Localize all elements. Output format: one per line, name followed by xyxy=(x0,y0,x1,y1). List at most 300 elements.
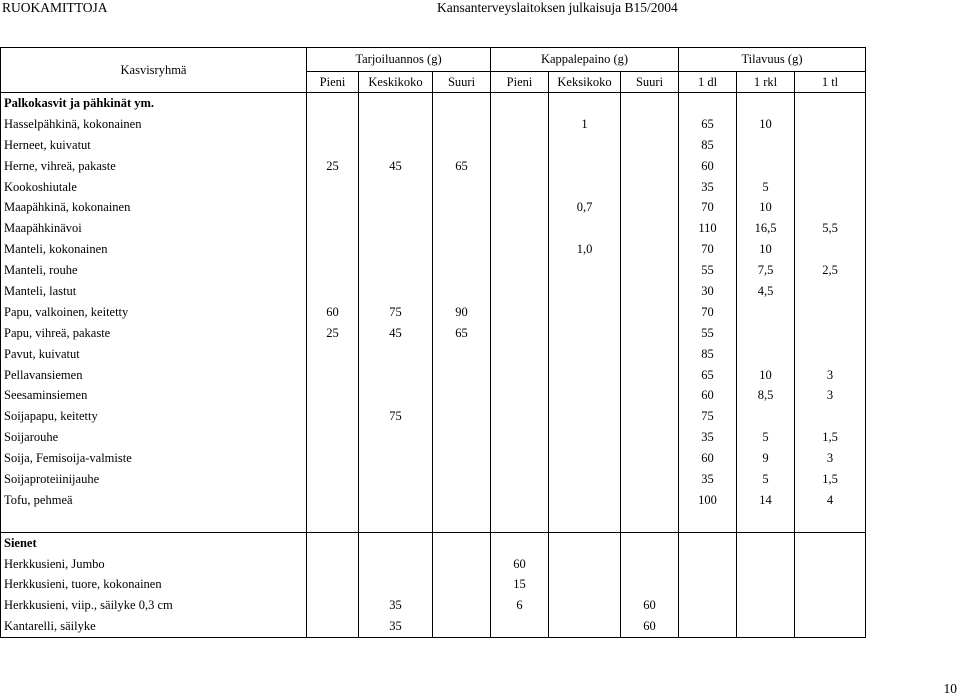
value-cell xyxy=(549,469,621,490)
table-row xyxy=(1,595,866,616)
value-cell xyxy=(621,135,679,156)
value-cell xyxy=(491,114,549,135)
value-cell xyxy=(307,448,359,469)
value-cell xyxy=(737,344,795,365)
value-cell xyxy=(491,448,549,469)
value-cell xyxy=(491,490,549,511)
value-cell xyxy=(549,218,621,239)
value-cell xyxy=(491,218,549,239)
empty-cell xyxy=(795,511,866,532)
value-cell xyxy=(491,156,549,177)
value-cell xyxy=(737,595,795,616)
table-row xyxy=(1,406,866,427)
empty-cell xyxy=(359,93,433,114)
value-cell xyxy=(549,260,621,281)
value-cell: 1,0 xyxy=(549,239,621,260)
empty-cell xyxy=(737,93,795,114)
value-cell xyxy=(433,595,491,616)
value-cell xyxy=(307,616,359,637)
empty-cell xyxy=(433,532,491,553)
value-cell xyxy=(621,365,679,386)
value-cell xyxy=(359,385,433,406)
table-row xyxy=(1,197,866,218)
value-cell xyxy=(491,365,549,386)
sub-column-header: Pieni xyxy=(491,72,549,93)
value-cell xyxy=(549,406,621,427)
value-cell xyxy=(795,239,866,260)
value-cell xyxy=(359,490,433,511)
empty-cell xyxy=(491,532,549,553)
table-row xyxy=(1,574,866,595)
food-name: Hasselpähkinä, kokonainen xyxy=(1,114,307,135)
food-name: Maapähkinävoi xyxy=(1,218,307,239)
empty-cell xyxy=(433,511,491,532)
value-cell xyxy=(359,365,433,386)
empty-cell xyxy=(621,511,679,532)
value-cell xyxy=(737,302,795,323)
value-cell xyxy=(737,406,795,427)
table-row xyxy=(1,344,866,365)
value-cell xyxy=(621,239,679,260)
food-name: Manteli, rouhe xyxy=(1,260,307,281)
value-cell xyxy=(307,574,359,595)
empty-cell xyxy=(549,532,621,553)
value-cell xyxy=(737,554,795,575)
header-title-left: RUOKAMITTOJA xyxy=(2,0,108,15)
table-row xyxy=(1,281,866,302)
value-cell: 65 xyxy=(433,323,491,344)
empty-cell xyxy=(679,511,737,532)
value-cell: 65 xyxy=(679,114,737,135)
empty-cell xyxy=(795,532,866,553)
value-cell xyxy=(433,490,491,511)
value-cell: 60 xyxy=(621,616,679,637)
value-cell xyxy=(359,114,433,135)
value-cell: 60 xyxy=(679,385,737,406)
value-cell xyxy=(307,595,359,616)
value-cell xyxy=(621,406,679,427)
value-cell xyxy=(359,574,433,595)
value-cell: 70 xyxy=(679,302,737,323)
value-cell: 5,5 xyxy=(795,218,866,239)
value-cell: 60 xyxy=(679,156,737,177)
table-body xyxy=(1,93,866,638)
value-cell xyxy=(795,197,866,218)
food-name: Manteli, lastut xyxy=(1,281,307,302)
empty-cell xyxy=(1,511,307,532)
value-cell xyxy=(433,469,491,490)
value-cell: 5 xyxy=(737,469,795,490)
value-cell: 65 xyxy=(433,156,491,177)
value-cell xyxy=(433,385,491,406)
value-cell xyxy=(433,239,491,260)
value-cell: 15 xyxy=(491,574,549,595)
value-cell xyxy=(491,302,549,323)
value-cell xyxy=(433,197,491,218)
sub-column-header: Keksikoko xyxy=(549,72,621,93)
value-cell xyxy=(621,385,679,406)
value-cell xyxy=(491,197,549,218)
value-cell: 10 xyxy=(737,239,795,260)
table-row xyxy=(1,135,866,156)
value-cell xyxy=(795,302,866,323)
value-cell xyxy=(549,595,621,616)
value-cell: 35 xyxy=(359,595,433,616)
value-cell xyxy=(491,281,549,302)
table-row xyxy=(1,490,866,511)
food-name: Papu, valkoinen, keitetty xyxy=(1,302,307,323)
section-title: Palkokasvit ja pähkinät ym. xyxy=(1,93,307,114)
value-cell xyxy=(549,323,621,344)
value-cell: 110 xyxy=(679,218,737,239)
value-cell xyxy=(491,260,549,281)
value-cell xyxy=(433,218,491,239)
value-cell: 4,5 xyxy=(737,281,795,302)
value-cell xyxy=(433,281,491,302)
value-cell: 70 xyxy=(679,197,737,218)
value-cell xyxy=(491,177,549,198)
value-cell: 100 xyxy=(679,490,737,511)
value-cell: 60 xyxy=(679,448,737,469)
food-name: Manteli, kokonainen xyxy=(1,239,307,260)
value-cell xyxy=(433,177,491,198)
value-cell xyxy=(679,595,737,616)
value-cell xyxy=(307,177,359,198)
value-cell xyxy=(549,385,621,406)
table-row xyxy=(1,260,866,281)
value-cell xyxy=(549,344,621,365)
value-cell xyxy=(621,281,679,302)
value-cell xyxy=(359,239,433,260)
value-cell xyxy=(795,554,866,575)
value-cell xyxy=(621,574,679,595)
value-cell xyxy=(433,574,491,595)
food-name: Kookoshiutale xyxy=(1,177,307,198)
value-cell xyxy=(621,156,679,177)
value-cell: 55 xyxy=(679,260,737,281)
value-cell: 1,5 xyxy=(795,469,866,490)
food-name: Papu, vihreä, pakaste xyxy=(1,323,307,344)
food-name: Herkkusieni, viip., säilyke 0,3 cm xyxy=(1,595,307,616)
table-row xyxy=(1,385,866,406)
food-name: Soijarouhe xyxy=(1,427,307,448)
table-row xyxy=(1,302,866,323)
page-header xyxy=(0,0,959,20)
value-cell xyxy=(433,344,491,365)
sub-column-header: Suuri xyxy=(433,72,491,93)
value-cell: 5 xyxy=(737,427,795,448)
value-cell xyxy=(795,281,866,302)
value-cell: 2,5 xyxy=(795,260,866,281)
value-cell xyxy=(549,177,621,198)
value-cell xyxy=(679,554,737,575)
value-cell xyxy=(621,490,679,511)
value-cell: 14 xyxy=(737,490,795,511)
food-name: Kantarelli, säilyke xyxy=(1,616,307,637)
sub-column-header: Keskikoko xyxy=(359,72,433,93)
value-cell: 0,7 xyxy=(549,197,621,218)
value-cell xyxy=(491,323,549,344)
empty-cell xyxy=(549,511,621,532)
value-cell xyxy=(795,595,866,616)
value-cell xyxy=(307,344,359,365)
empty-cell xyxy=(433,93,491,114)
value-cell xyxy=(359,177,433,198)
value-cell xyxy=(549,574,621,595)
value-cell xyxy=(359,554,433,575)
value-cell xyxy=(549,365,621,386)
group-header: Kasvisryhmä xyxy=(1,48,307,93)
value-cell xyxy=(795,616,866,637)
value-cell: 70 xyxy=(679,239,737,260)
column-group-serving: Tarjoiluannos (g) xyxy=(307,48,491,72)
value-cell xyxy=(433,554,491,575)
value-cell xyxy=(621,448,679,469)
page-number: 10 xyxy=(943,681,957,696)
food-name: Soijapapu, keitetty xyxy=(1,406,307,427)
value-cell xyxy=(307,385,359,406)
food-name: Herneet, kuivatut xyxy=(1,135,307,156)
value-cell: 75 xyxy=(359,302,433,323)
value-cell xyxy=(491,239,549,260)
value-cell xyxy=(491,135,549,156)
value-cell: 35 xyxy=(679,177,737,198)
value-cell: 85 xyxy=(679,135,737,156)
column-group-volume: Tilavuus (g) xyxy=(679,48,866,72)
value-cell: 10 xyxy=(737,197,795,218)
value-cell: 35 xyxy=(679,469,737,490)
empty-cell xyxy=(359,532,433,553)
table-row xyxy=(1,427,866,448)
value-cell: 55 xyxy=(679,323,737,344)
value-cell xyxy=(795,406,866,427)
value-cell xyxy=(307,365,359,386)
value-cell xyxy=(549,427,621,448)
empty-cell xyxy=(307,93,359,114)
food-name: Maapähkinä, kokonainen xyxy=(1,197,307,218)
table-row xyxy=(1,156,866,177)
value-cell xyxy=(307,197,359,218)
value-cell xyxy=(737,616,795,637)
empty-cell xyxy=(359,511,433,532)
section-title: Sienet xyxy=(1,532,307,553)
value-cell xyxy=(307,260,359,281)
value-cell xyxy=(795,344,866,365)
empty-cell xyxy=(679,93,737,114)
value-cell: 45 xyxy=(359,323,433,344)
section-title-row xyxy=(1,532,866,553)
value-cell xyxy=(795,156,866,177)
value-cell xyxy=(433,448,491,469)
food-name: Soijaproteiinijauhe xyxy=(1,469,307,490)
value-cell xyxy=(549,448,621,469)
value-cell xyxy=(307,406,359,427)
value-cell: 1 xyxy=(549,114,621,135)
food-name: Herne, vihreä, pakaste xyxy=(1,156,307,177)
table-row xyxy=(1,323,866,344)
value-cell xyxy=(621,114,679,135)
value-cell xyxy=(359,218,433,239)
value-cell: 85 xyxy=(679,344,737,365)
value-cell xyxy=(621,177,679,198)
value-cell xyxy=(795,177,866,198)
empty-cell xyxy=(491,511,549,532)
empty-cell xyxy=(307,532,359,553)
value-cell xyxy=(621,302,679,323)
value-cell: 75 xyxy=(679,406,737,427)
value-cell xyxy=(307,218,359,239)
value-cell xyxy=(359,135,433,156)
value-cell: 60 xyxy=(307,302,359,323)
value-cell xyxy=(621,554,679,575)
value-cell xyxy=(433,616,491,637)
value-cell: 30 xyxy=(679,281,737,302)
value-cell xyxy=(307,490,359,511)
food-name: Herkkusieni, Jumbo xyxy=(1,554,307,575)
value-cell xyxy=(549,302,621,323)
table-row xyxy=(1,177,866,198)
value-cell: 10 xyxy=(737,365,795,386)
value-cell: 25 xyxy=(307,156,359,177)
value-cell xyxy=(307,135,359,156)
empty-cell xyxy=(737,511,795,532)
value-cell xyxy=(549,156,621,177)
section-title-row xyxy=(1,93,866,114)
value-cell xyxy=(307,427,359,448)
value-cell xyxy=(491,344,549,365)
value-cell xyxy=(491,385,549,406)
table-row xyxy=(1,616,866,637)
value-cell xyxy=(737,135,795,156)
value-cell xyxy=(679,574,737,595)
value-cell: 4 xyxy=(795,490,866,511)
value-cell xyxy=(737,574,795,595)
food-name: Herkkusieni, tuore, kokonainen xyxy=(1,574,307,595)
value-cell: 16,5 xyxy=(737,218,795,239)
value-cell xyxy=(621,427,679,448)
value-cell: 5 xyxy=(737,177,795,198)
empty-cell xyxy=(621,532,679,553)
value-cell xyxy=(621,197,679,218)
food-name: Pavut, kuivatut xyxy=(1,344,307,365)
food-name: Pellavansiemen xyxy=(1,365,307,386)
value-cell xyxy=(795,114,866,135)
value-cell xyxy=(737,156,795,177)
value-cell xyxy=(621,218,679,239)
value-cell xyxy=(795,323,866,344)
value-cell xyxy=(491,469,549,490)
value-cell: 25 xyxy=(307,323,359,344)
value-cell xyxy=(359,427,433,448)
value-cell: 45 xyxy=(359,156,433,177)
value-cell: 3 xyxy=(795,385,866,406)
value-cell xyxy=(491,616,549,637)
food-name: Seesaminsiemen xyxy=(1,385,307,406)
value-cell: 60 xyxy=(621,595,679,616)
empty-cell xyxy=(491,93,549,114)
value-cell: 35 xyxy=(359,616,433,637)
value-cell: 75 xyxy=(359,406,433,427)
value-cell: 8,5 xyxy=(737,385,795,406)
value-cell xyxy=(549,281,621,302)
value-cell xyxy=(621,469,679,490)
value-cell: 90 xyxy=(433,302,491,323)
value-cell xyxy=(359,448,433,469)
empty-cell xyxy=(621,93,679,114)
sub-column-header: 1 dl xyxy=(679,72,737,93)
sub-column-header: Suuri xyxy=(621,72,679,93)
value-cell xyxy=(307,114,359,135)
value-cell xyxy=(433,114,491,135)
table-row xyxy=(1,554,866,575)
value-cell: 6 xyxy=(491,595,549,616)
sub-column-header: 1 tl xyxy=(795,72,866,93)
value-cell: 10 xyxy=(737,114,795,135)
value-cell: 3 xyxy=(795,365,866,386)
value-cell xyxy=(549,616,621,637)
value-cell xyxy=(491,427,549,448)
value-cell xyxy=(359,197,433,218)
value-cell xyxy=(795,574,866,595)
value-cell xyxy=(795,135,866,156)
value-cell: 3 xyxy=(795,448,866,469)
food-name: Tofu, pehmeä xyxy=(1,490,307,511)
value-cell xyxy=(359,260,433,281)
value-cell xyxy=(737,323,795,344)
empty-cell xyxy=(549,93,621,114)
value-cell xyxy=(621,344,679,365)
value-cell xyxy=(307,281,359,302)
table-row xyxy=(1,218,866,239)
column-group-piece-weight: Kappalepaino (g) xyxy=(491,48,679,72)
empty-cell xyxy=(307,511,359,532)
value-cell xyxy=(679,616,737,637)
value-cell xyxy=(433,427,491,448)
value-cell xyxy=(433,260,491,281)
value-cell: 60 xyxy=(491,554,549,575)
value-cell: 9 xyxy=(737,448,795,469)
table-row xyxy=(1,114,866,135)
value-cell xyxy=(621,260,679,281)
value-cell xyxy=(307,469,359,490)
table-row xyxy=(1,365,866,386)
value-cell xyxy=(549,490,621,511)
value-cell xyxy=(307,554,359,575)
value-cell: 7,5 xyxy=(737,260,795,281)
table-row xyxy=(1,469,866,490)
value-cell xyxy=(359,281,433,302)
empty-cell xyxy=(795,93,866,114)
empty-cell xyxy=(737,532,795,553)
sub-column-header: Pieni xyxy=(307,72,359,93)
value-cell xyxy=(491,406,549,427)
table-row xyxy=(1,448,866,469)
table-row xyxy=(1,239,866,260)
value-cell: 1,5 xyxy=(795,427,866,448)
value-cell: 65 xyxy=(679,365,737,386)
value-cell xyxy=(359,469,433,490)
value-cell xyxy=(621,323,679,344)
value-cell xyxy=(359,344,433,365)
value-cell: 35 xyxy=(679,427,737,448)
value-cell xyxy=(433,406,491,427)
empty-cell xyxy=(679,532,737,553)
value-cell xyxy=(307,239,359,260)
value-cell xyxy=(549,135,621,156)
value-cell xyxy=(433,135,491,156)
food-measures-table xyxy=(0,47,866,638)
value-cell xyxy=(549,554,621,575)
